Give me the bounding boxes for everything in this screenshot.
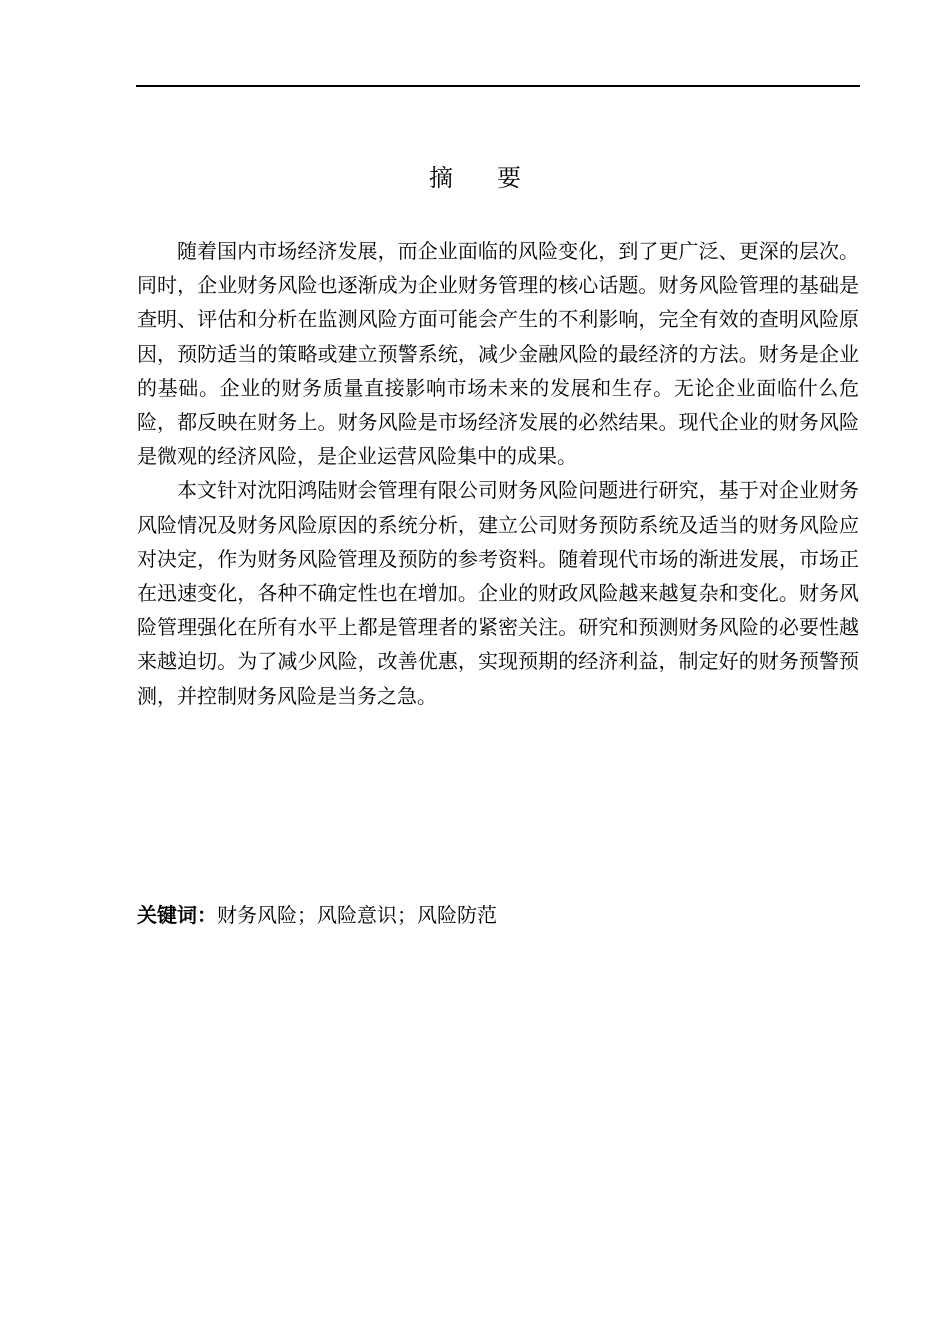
keywords-label: 关键词： bbox=[137, 903, 217, 927]
abstract-paragraph-1: 随着国内市场经济发展，而企业面临的风险变化，到了更广泛、更深的层次。同时，企业财务风险也逐渐成为企业财务管理的核心话题。财务风险管理的基础是查明、评估和分析在监测风险方面可能会产生的不利影响，完全有效的查明风险原因，预防适当的策略或建立预警系统，减少金融风险的最经济的方法。财务是企业的基础。企业的财务质量直接影响市场未来的发展和生存。无论企业面临什么危险，都反映在财务上。财务风险是市场经济发展的必然结果。现代企业的财务风险是微观的经济风险，是企业运营风险集中的成果。 bbox=[137, 239, 859, 469]
header-rule bbox=[136, 85, 860, 87]
keywords-value: 财务风险；风险意识；风险防范 bbox=[217, 903, 497, 927]
page-title: 摘要 bbox=[429, 164, 565, 192]
abstract-paragraph-2: 本文针对沈阳鸿陆财会管理有限公司财务风险问题进行研究，基于对企业财务风险情况及财务风险原因的系统分析，建立公司财务预防系统及适当的财务风险应对决定，作为财务风险管理及预防的参考资料。随着现代市场的渐进发展，市场正在迅速变化，各种不确定性也在增加。企业的财政风险越来越复杂和变化。财务风险管理强化在所有水平上都是管理者的紧密关注。研究和预测财务风险的必要性越来越迫切。为了减少风险，改善优惠，实现预期的经济利益，制定好的财务预警预测，并控制财务风险是当务之急。 bbox=[137, 478, 859, 708]
abstract-body bbox=[137, 234, 859, 713]
keywords-line bbox=[137, 898, 497, 932]
